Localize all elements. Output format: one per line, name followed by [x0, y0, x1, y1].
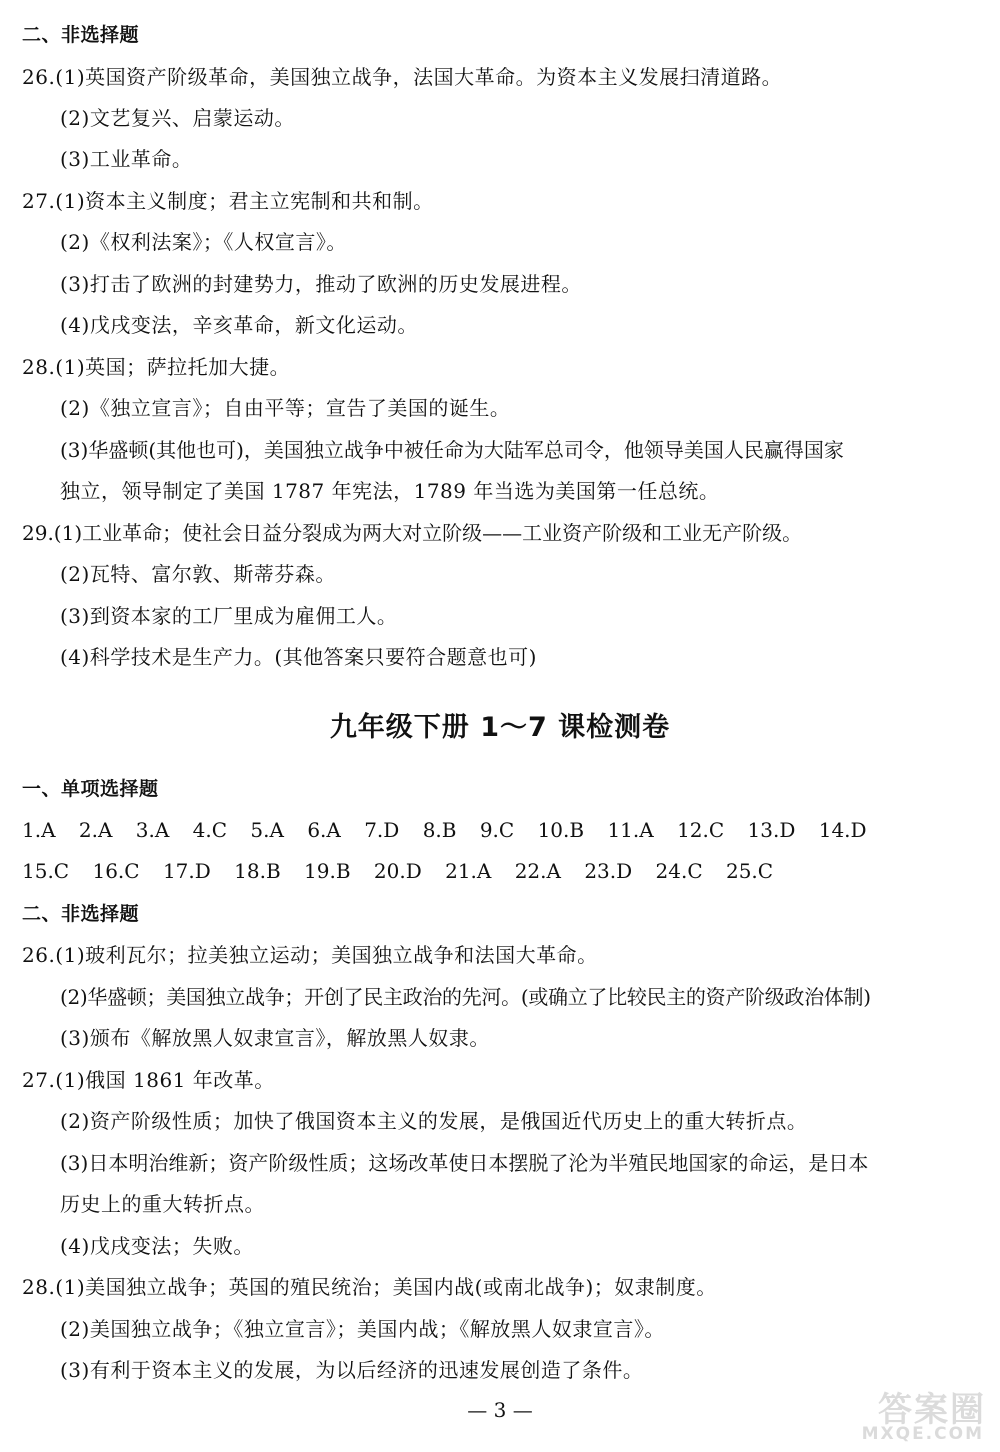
answer-line: (3)华盛顿(其他也可)，美国独立战争中被任命为大陆军总司令，他领导美国人民赢得国家 [60, 438, 844, 462]
choice-answer: 5.A [250, 818, 284, 842]
choice-answers-row-1 [22, 817, 867, 843]
page-number: — 3 — [467, 1398, 533, 1422]
answer-line: (4)戊戌变法；失败。 [60, 1234, 254, 1258]
answer-line: (3)打击了欧洲的封建势力，推动了欧洲的历史发展进程。 [60, 272, 582, 296]
answer-line: (2)瓦特、富尔敦、斯蒂芬森。 [60, 562, 336, 586]
answer-line: (3)工业革命。 [60, 147, 193, 171]
choice-answer: 17.D [162, 859, 211, 883]
answer-line: (3)日本明治维新；资产阶级性质；这场改革使日本摆脱了沦为半殖民地国家的命运，是日本 [60, 1151, 869, 1175]
answer-line: (3)到资本家的工厂里成为雇佣工人。 [60, 604, 398, 628]
choice-answer: 18.B [234, 859, 281, 883]
answer-line: (2)《权利法案》；《人权宣言》。 [60, 230, 347, 254]
choice-answer: 25.C [725, 859, 774, 883]
watermark-url: MXQE.COM [861, 1424, 984, 1444]
watermark-logo [819, 1382, 994, 1448]
answer-line: 26.(1)英国资产阶级革命，美国独立战争，法国大革命。为资本主义发展扫清道路。 [22, 65, 783, 89]
section-heading-nonchoice-1: 二、非选择题 [22, 24, 140, 46]
choice-answer: 15.C [22, 859, 70, 883]
choice-answer: 9.C [479, 818, 515, 842]
choice-answer: 1.A [22, 818, 56, 842]
choice-answer: 4.C [192, 818, 228, 842]
choice-answer: 24.C [655, 859, 703, 883]
answer-line: (3)颁布《解放黑人奴隶宣言》，解放黑人奴隶。 [60, 1026, 490, 1050]
choice-answer: 14.D [818, 818, 867, 842]
section-heading-single-choice: 一、单项选择题 [22, 778, 159, 800]
choice-answer: 8.B [422, 818, 457, 842]
choice-answer: 13.D [747, 818, 796, 842]
answer-line: (2)《独立宣言》；自由平等；宣告了美国的诞生。 [60, 396, 511, 420]
answer-line: (2)华盛顿；美国独立战争；开创了民主政治的先河。(或确立了比较民主的资产阶级政治体制) [60, 985, 871, 1009]
choice-answer: 11.A [607, 818, 654, 842]
answer-line: (2)资产阶级性质；加快了俄国资本主义的发展，是俄国近代历史上的重大转折点。 [60, 1109, 808, 1133]
section-heading-nonchoice-2: 二、非选择题 [22, 903, 140, 925]
answer-line: (3)有利于资本主义的发展，为以后经济的迅速发展创造了条件。 [60, 1358, 644, 1382]
answer-line: 27.(1)俄国 1861 年改革。 [22, 1068, 275, 1092]
choice-answer: 2.A [78, 818, 113, 842]
choice-answer: 23.D [584, 859, 633, 883]
choice-answer: 7.D [364, 818, 400, 842]
answer-line: 29.(1)工业革命；使社会日益分裂成为两大对立阶级——工业资产阶级和工业无产阶级。 [22, 521, 803, 545]
answer-line: (2)文艺复兴、启蒙运动。 [60, 106, 295, 130]
choice-answer: 16.C [92, 859, 140, 883]
choice-answers-row-2 [22, 858, 790, 884]
answer-line: 历史上的重大转折点。 [60, 1192, 265, 1216]
answer-line: 27.(1)资本主义制度；君主立宪制和共和制。 [22, 189, 434, 213]
answer-line: (4)科学技术是生产力。(其他答案只要符合题意也可) [60, 645, 537, 669]
choice-answer: 6.A [307, 818, 341, 842]
choice-answer: 21.A [445, 859, 492, 883]
answer-line: 28.(1)英国；萨拉托加大捷。 [22, 355, 291, 379]
choice-answer: 12.C [677, 818, 725, 842]
choice-answer: 10.B [537, 818, 585, 842]
answer-line: 26.(1)玻利瓦尔；拉美独立运动；美国独立战争和法国大革命。 [22, 943, 598, 967]
answer-line: 独立，领导制定了美国 1787 年宪法，1789 年当选为美国第一任总统。 [60, 479, 720, 503]
answer-line: (2)美国独立战争；《独立宣言》；美国内战；《解放黑人奴隶宣言》。 [60, 1317, 665, 1341]
exam-title: 九年级下册 1～7 课检测卷 [329, 712, 671, 743]
choice-answer: 22.A [514, 859, 561, 883]
choice-answer: 19.B [304, 859, 351, 883]
choice-answer: 20.D [373, 859, 422, 883]
choice-answer: 3.A [135, 818, 170, 842]
answer-line: 28.(1)美国独立战争；英国的殖民统治；美国内战(或南北战争)；奴隶制度。 [22, 1275, 717, 1299]
answer-line: (4)戊戌变法，辛亥革命，新文化运动。 [60, 313, 418, 337]
watermark-text: 答案圈 [878, 1390, 986, 1430]
